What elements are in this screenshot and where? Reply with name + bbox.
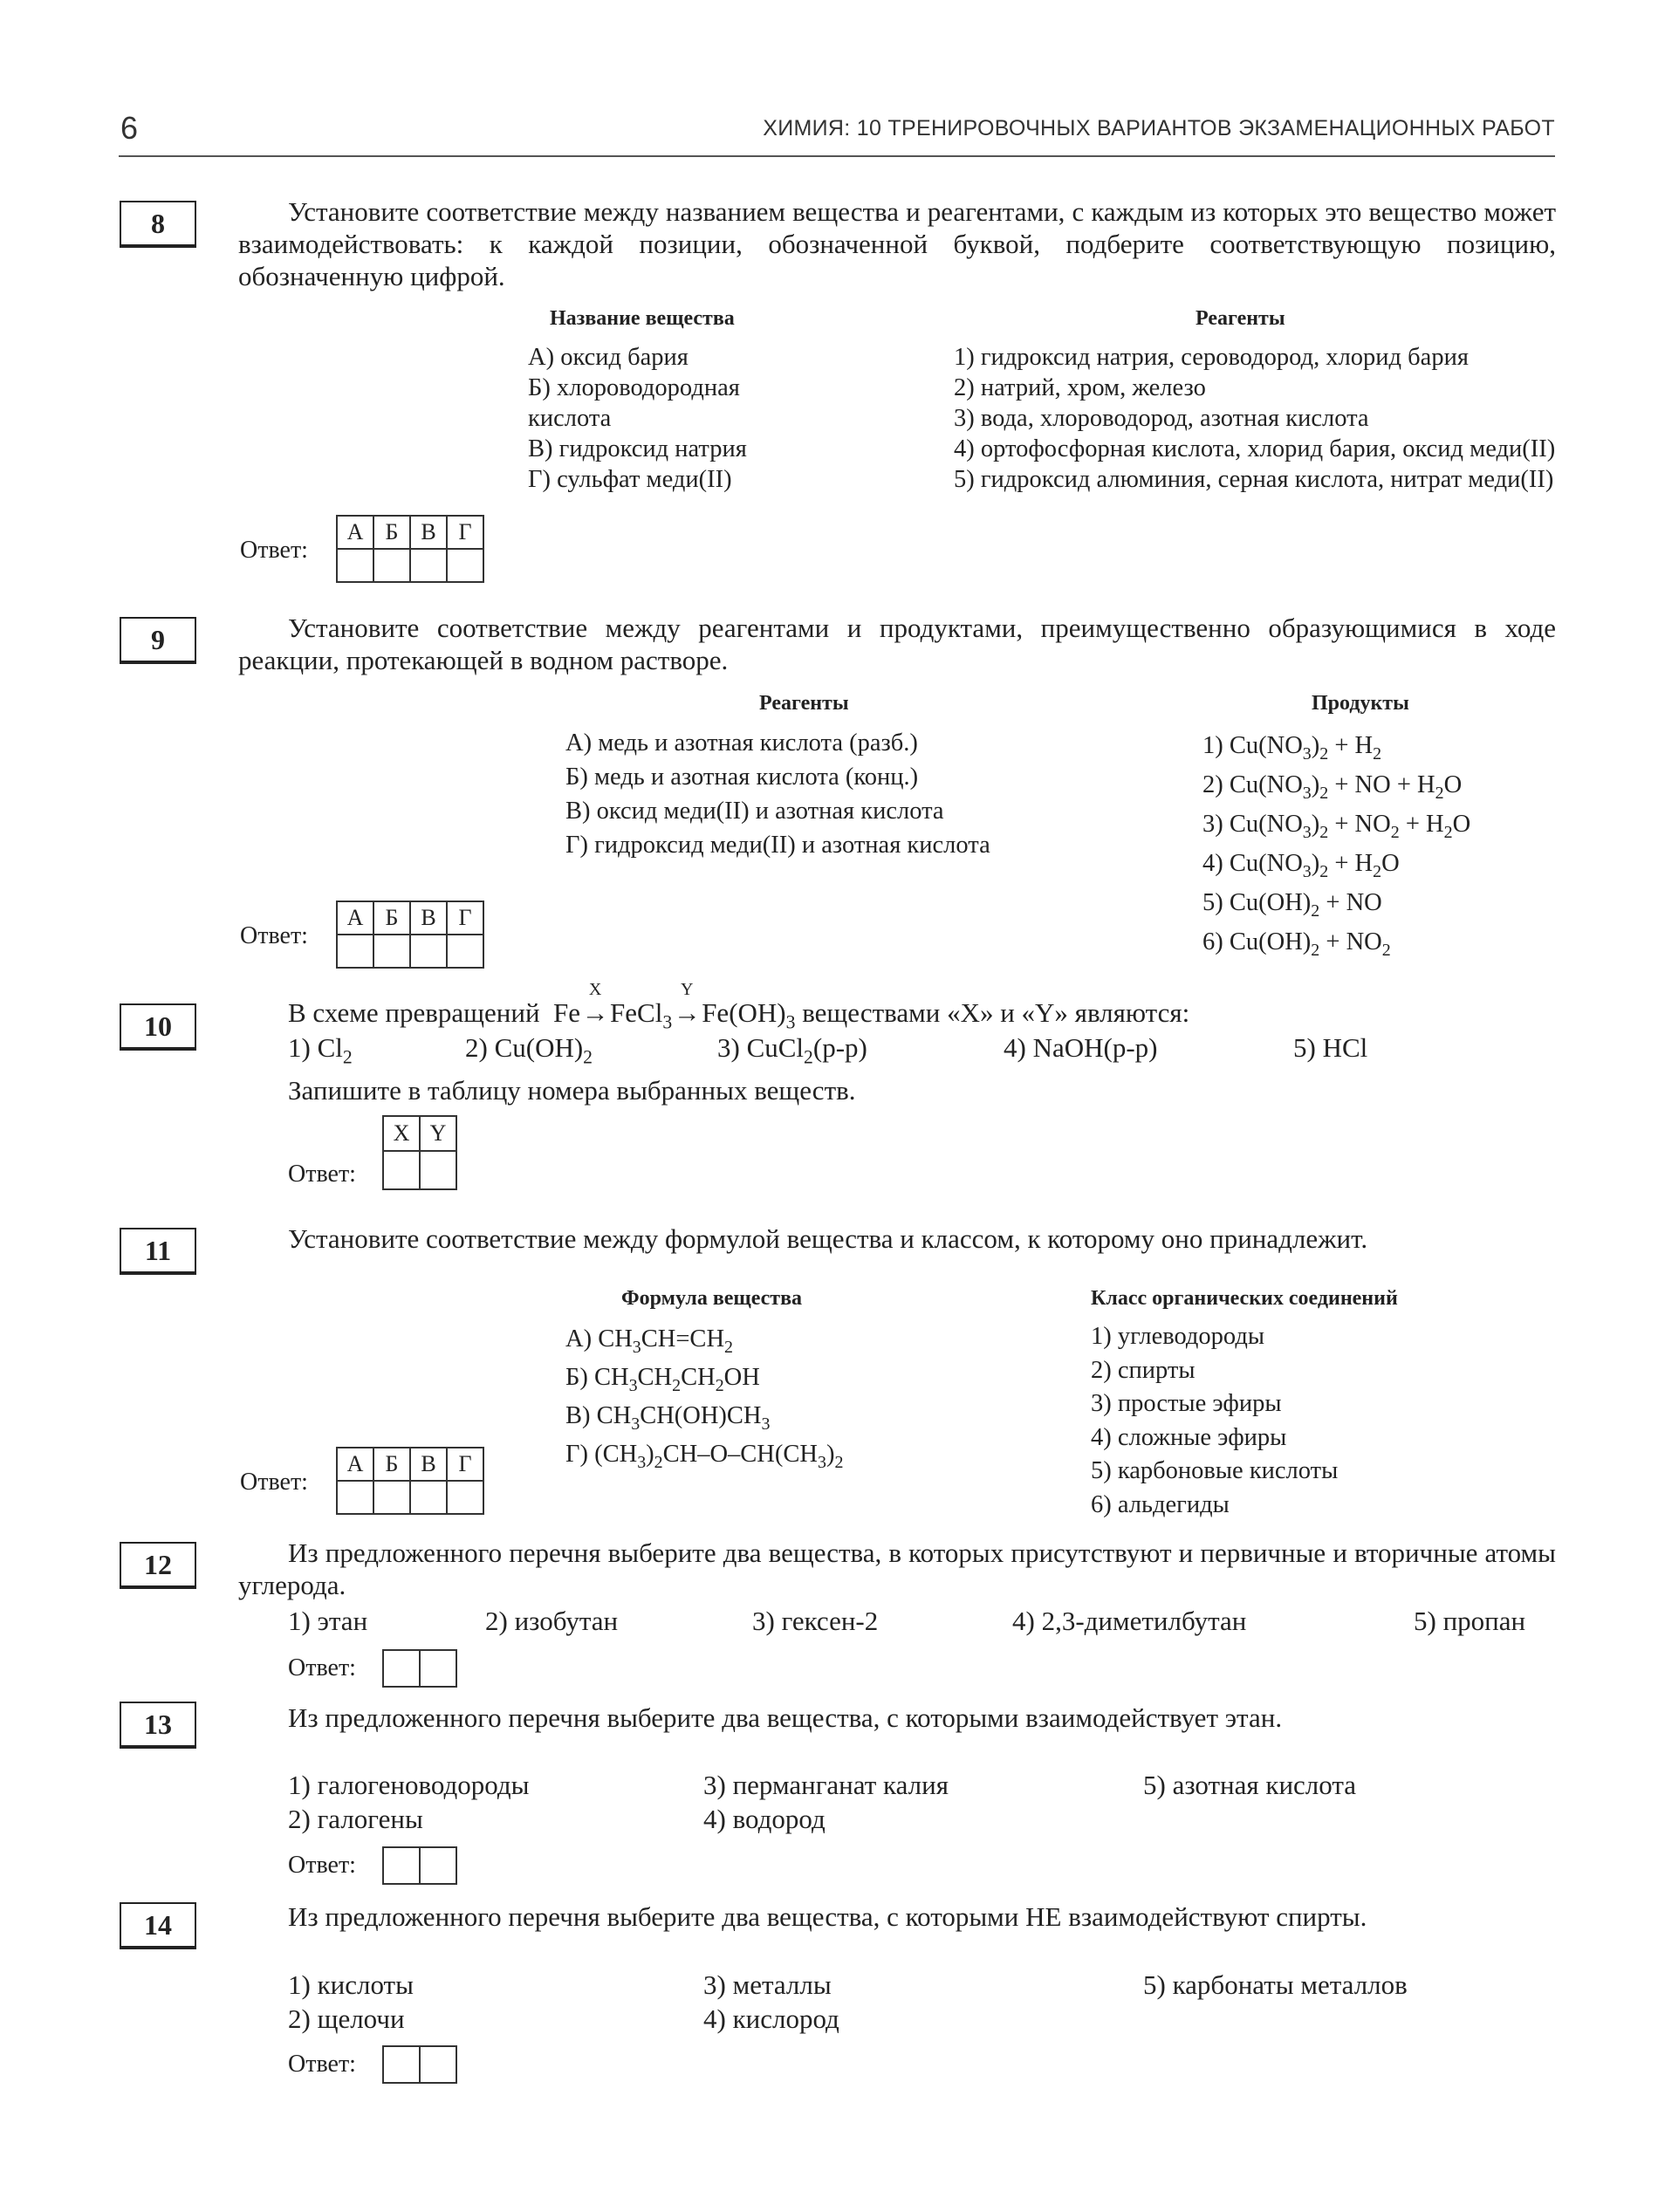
task-prompt-text: Из предложенного перечня выберите два вещества, в которых присутствуют и первичные и вторичные атомы углерода. — [238, 1537, 1556, 1600]
task-number-box: 9 — [120, 617, 196, 664]
option-item: 2) $Cu(OH)_2$ — [465, 1032, 593, 1068]
option-item: 3) металлы — [703, 1969, 832, 2000]
list-item: 2) спирты — [1091, 1356, 1196, 1384]
task-number-box: 11 — [120, 1228, 196, 1275]
header-divider — [119, 155, 1555, 157]
task-number-box: 12 — [120, 1542, 196, 1589]
answer-table — [382, 1846, 457, 1885]
arrow-label-x: X — [588, 980, 602, 999]
list-item: 4) ортофосфорная кислота, хлорид бария, оксид меди(II) — [954, 435, 1556, 462]
list-item: 1) углеводороды — [1091, 1323, 1264, 1350]
answer-cell[interactable] — [447, 935, 483, 968]
option-item: 4) водород — [703, 1804, 826, 1834]
answer-cell[interactable] — [373, 935, 410, 968]
option-item: 2) изобутан — [485, 1606, 619, 1636]
option-item: 4) кислород — [703, 2003, 839, 2034]
answer-cell[interactable] — [373, 1481, 410, 1514]
left-items-list — [565, 1320, 843, 1474]
task-number-box: 10 — [120, 1003, 196, 1051]
left-items-list — [565, 726, 1054, 862]
option-item: 1) этан — [288, 1606, 368, 1636]
option-item: 5) пропан — [1414, 1606, 1526, 1636]
task-prompt — [238, 612, 1556, 676]
answer-column-header: Б — [373, 901, 410, 935]
answer-cell[interactable] — [410, 549, 447, 582]
task-prompt — [238, 1702, 1556, 1734]
task-prompt-text: Из предложенного перечня выберите два вещества, с которыми НЕ взаимодействуют спирты. — [288, 1901, 1367, 1932]
scheme-start: Fe — [553, 997, 581, 1028]
option-item: 3) CuCl$_2$(р-р) — [717, 1032, 867, 1068]
answer-cell[interactable] — [373, 549, 410, 582]
answer-table — [336, 901, 484, 969]
list-item: Б) медь и азотная кислота (конц.) — [565, 764, 919, 791]
list-item: 5) $Cu(OH)_2$ + NO — [1202, 889, 1382, 921]
column-header-left: Реагенты — [759, 692, 849, 715]
option-item: 5) HCl — [1293, 1032, 1368, 1063]
task-prompt-suffix: веществами «X» и «Y» являются: — [802, 997, 1190, 1028]
option-item: 1) галогеноводороды — [288, 1770, 530, 1800]
answer-table — [382, 1649, 457, 1688]
list-item: 3) простые эфиры — [1091, 1390, 1282, 1417]
answer-label: Ответ: — [288, 1654, 356, 1681]
answer-label: Ответ: — [288, 2051, 356, 2078]
answer-label: Ответ: — [240, 1469, 308, 1496]
column-header-right: Реагенты — [1196, 307, 1285, 330]
list-item: 1) гидроксид натрия, сероводород, хлорид бария — [954, 344, 1469, 371]
answer-cell[interactable] — [447, 1481, 483, 1514]
column-header-left: Название вещества — [550, 307, 735, 330]
task-instruction: Запишите в таблицу номера выбранных веществ. — [288, 1075, 856, 1106]
list-item: В) оксид меди(II) и азотная кислота — [565, 798, 944, 825]
answer-column-header: Б — [373, 516, 410, 549]
answer-cell[interactable] — [420, 2046, 456, 2083]
column-header-left: Формула вещества — [621, 1287, 803, 1310]
list-item: Г) гидроксид меди(II) и азотная кислота — [565, 832, 990, 859]
option-item: 5) азотная кислота — [1143, 1770, 1357, 1800]
answer-column-header: X — [383, 1116, 420, 1151]
answer-column-header: В — [410, 901, 447, 935]
answer-label: Ответ: — [288, 1852, 356, 1879]
option-item: 2) щелочи — [288, 2003, 405, 2034]
answer-cell[interactable] — [383, 2046, 420, 2083]
list-item: 1) $Cu(NO_3)_2 + H_2$ — [1202, 732, 1382, 764]
answer-cell[interactable] — [420, 1151, 456, 1189]
answer-cell[interactable] — [337, 1481, 373, 1514]
task-prompt-text: Из предложенного перечня выберите два вещества, с которыми взаимодействует этан. — [288, 1702, 1283, 1733]
column-header-right: Продукты — [1312, 692, 1409, 715]
list-item: 4) сложные эфиры — [1091, 1423, 1287, 1451]
arrow-right-icon: X → — [581, 980, 609, 1028]
answer-table — [336, 515, 484, 583]
answer-cell[interactable] — [383, 1847, 420, 1884]
page-number: 6 — [120, 110, 139, 146]
answer-column-header: А — [337, 1448, 373, 1481]
task-prompt-text: Установите соответствие между реагентами и продуктами, преимущественно образующимися в ходе реакции, протекающей в водном растворе. — [238, 613, 1556, 675]
list-item: 6) $Cu(OH)_2 + NO_2$ — [1202, 928, 1391, 960]
list-item: 3) $Cu(NO_3)_2 + NO_2 + H_2O$ — [1202, 811, 1471, 842]
list-item: Г) $(CH_3)_2CH-O-CH(CH_3)_2$ — [565, 1441, 844, 1472]
right-items-list — [954, 342, 1556, 495]
list-item: 6) альдегиды — [1091, 1490, 1230, 1518]
task-prompt — [238, 1222, 1556, 1255]
option-item: 3) перманганат калия — [703, 1770, 949, 1800]
answer-cell[interactable] — [447, 549, 483, 582]
list-item: 5) карбоновые кислоты — [1091, 1457, 1339, 1484]
task-number-box: 14 — [120, 1902, 196, 1949]
answer-cell[interactable] — [410, 935, 447, 968]
option-item: 4) NaOH(р-р) — [1004, 1032, 1158, 1063]
answer-cell[interactable] — [337, 935, 373, 968]
task-prompt-text: Установите соответствие между названием вещества и реагентами, с каждым из которых это вещество может взаимодействовать: к каждой позиции, обозначенной буквой, подберите соответствующую позицию, обозначенную цифрой. — [238, 196, 1556, 291]
answer-column-header: В — [410, 1448, 447, 1481]
list-item: 5) гидроксид алюминия, серная кислота, нитрат меди(II) — [954, 466, 1554, 493]
list-item: 4) $Cu(NO_3)_2 + H_2O$ — [1202, 850, 1400, 881]
answer-label: Ответ: — [240, 922, 308, 949]
task-prompt-text: Установите соответствие между формулой вещества и классом, к которому оно принадлежит. — [288, 1223, 1368, 1254]
answer-cell[interactable] — [383, 1650, 420, 1687]
list-item: А) $CH_3CH=CH_2$ — [565, 1325, 733, 1357]
answer-cell[interactable] — [383, 1151, 420, 1189]
arrow-label-y: Y — [680, 980, 694, 999]
list-item: Б) хлороводородная кислота — [528, 374, 740, 432]
running-header-title: ХИМИЯ: 10 ТРЕНИРОВОЧНЫХ ВАРИАНТОВ ЭКЗАМЕНАЦИОННЫХ РАБОТ — [763, 116, 1555, 140]
list-item: 2) натрий, хром, железо — [954, 374, 1206, 401]
answer-cell[interactable] — [420, 1847, 456, 1884]
answer-column-header: Г — [447, 1448, 483, 1481]
option-item: 3) гексен-2 — [752, 1606, 879, 1636]
option-item: 5) карбонаты металлов — [1143, 1969, 1408, 2000]
answer-column-header: В — [410, 516, 447, 549]
list-item: 2) $Cu(NO_3)_2$ + NO + $H_2O$ — [1202, 771, 1463, 803]
answer-cell[interactable] — [420, 1650, 456, 1687]
answer-label: Ответ: — [288, 1161, 356, 1188]
answer-column-header: Y — [420, 1116, 456, 1151]
task-number-box: 13 — [120, 1702, 196, 1749]
list-item: Г) сульфат меди(II) — [528, 466, 732, 493]
list-item: Б) $CH_3CH_2CH_2OH$ — [565, 1364, 760, 1395]
left-items-list — [528, 342, 816, 495]
scheme-middle: FeCl$_3$ — [610, 997, 673, 1033]
answer-table — [382, 2045, 457, 2084]
answer-table — [336, 1447, 484, 1515]
column-header-right: Класс органических соединений — [1091, 1287, 1398, 1310]
arrow-right-icon: Y → — [673, 980, 701, 1028]
list-item: 3) вода, хлороводород, азотная кислота — [954, 405, 1369, 432]
answer-column-header: А — [337, 901, 373, 935]
list-item: В) гидроксид натрия — [528, 435, 747, 462]
answer-column-header: Б — [373, 1448, 410, 1481]
answer-column-header: А — [337, 516, 373, 549]
list-item: В) $CH_3CH(OH)CH_3$ — [565, 1402, 771, 1434]
task-prompt — [288, 980, 1190, 1033]
task-number-box: 8 — [120, 201, 196, 248]
task-prompt — [238, 1900, 1556, 1933]
right-items-list — [1091, 1320, 1338, 1522]
list-item: А) медь и азотная кислота (разб.) — [565, 729, 918, 757]
right-items-list — [1202, 726, 1470, 962]
list-item: А) оксид бария — [528, 344, 689, 371]
answer-table — [382, 1115, 457, 1190]
answer-column-header: Г — [447, 901, 483, 935]
answer-label: Ответ: — [240, 537, 308, 564]
option-item: 1) кислоты — [288, 1969, 414, 2000]
answer-cell[interactable] — [337, 549, 373, 582]
answer-cell[interactable] — [410, 1481, 447, 1514]
option-item: 2) галогены — [288, 1804, 423, 1834]
option-item: 1) $Cl_2$ — [288, 1032, 353, 1068]
task-prompt — [238, 195, 1556, 292]
answer-column-header: Г — [447, 516, 483, 549]
task-prompt — [238, 1537, 1556, 1601]
task-prompt-prefix: В схеме превращений — [288, 997, 540, 1028]
option-item: 4) 2,3-диметилбутан — [1012, 1606, 1247, 1636]
scheme-end: $Fe(OH)_3$ — [702, 997, 796, 1033]
